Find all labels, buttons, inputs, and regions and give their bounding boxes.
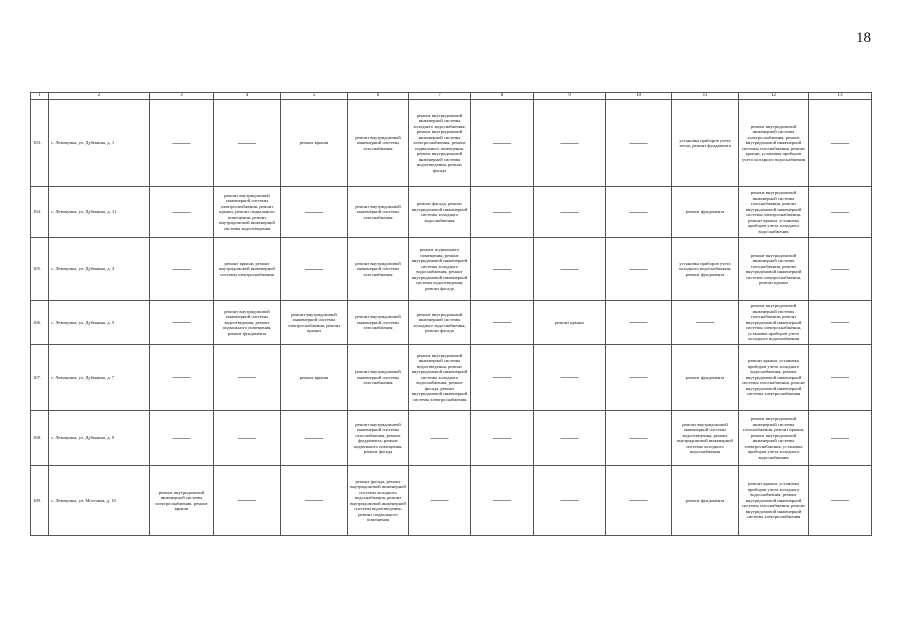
cell: ремонт крыши, установка приборов учета холодного водоснабжения, ремонт внутридомовой инженерной системы газоснабжения, ремонт внутридомовой инженерной системы электроснабжения — [739, 345, 809, 411]
cell: —— — [281, 466, 348, 536]
column-header: 13 — [809, 93, 872, 100]
cell: —— — [809, 411, 872, 466]
cell: —— — [471, 100, 534, 187]
table-row — [31, 100, 872, 187]
cell: —— — [214, 345, 281, 411]
cell: —— — [606, 238, 672, 301]
cell: ремонт крыши — [281, 345, 348, 411]
table-row — [31, 187, 872, 238]
cell: ремонт фасада, ремонт внутридомовой инженерной системы холодного водоснабжения, ремонт внутридомовой инженерной системы водоотведения, ремонт подвального помещения — [348, 466, 409, 536]
cell: —— — [150, 100, 214, 187]
cell: ремонт внутридомовой инженерной системы холодного водоснабжения, ремонт фасада — [409, 301, 471, 345]
cell: —— — [214, 100, 281, 187]
cell: —— — [809, 301, 872, 345]
cell: ремонт внутридомовой инженерной системы газоснабжения — [348, 238, 409, 301]
cell: —— — [606, 100, 672, 187]
cell: —— — [606, 345, 672, 411]
column-header: 12 — [739, 93, 809, 100]
cell: ремонт крыши — [281, 100, 348, 187]
cell: —— — [534, 187, 606, 238]
cell: —— — [214, 411, 281, 466]
cell: —— — [534, 100, 606, 187]
row-number: 108. — [31, 411, 49, 466]
table-row — [31, 345, 872, 411]
cell: —— — [534, 466, 606, 536]
address-cell: с. Левокумка, ул. Мостовая, д. 10 — [49, 466, 150, 536]
cell: —— — [214, 466, 281, 536]
cell: —— — [809, 100, 872, 187]
cell: ремонт внутридомовой инженерной системы водоотведения, ремонт внутридомовой инженерной системы холодного водоснабжения, ремонт фасада, ремонт внутридомовой инженерной системы электроснабжения — [409, 345, 471, 411]
cell: ремонт фундамента — [672, 466, 739, 536]
column-header: 9 — [534, 93, 606, 100]
column-header: 4 — [214, 93, 281, 100]
cell: —— — [606, 411, 672, 466]
cell: ремонт внутридомовой инженерной системы газоснабжения — [348, 345, 409, 411]
cell: ремонт внутридомовой инженерной системы электроснабжения, ремонт крыши, ремонт подвального помещения, ремонт внутридомовой инженерной системы водоотведения — [214, 187, 281, 238]
column-header: 6 — [348, 93, 409, 100]
cell: —— — [150, 301, 214, 345]
address-cell: с. Левокумка, ул. Дубинина, д. 11 — [49, 187, 150, 238]
cell: —— — [672, 301, 739, 345]
column-header: 3 — [150, 93, 214, 100]
row-number: 109. — [31, 466, 49, 536]
row-number: 107. — [31, 345, 49, 411]
column-header: 11 — [672, 93, 739, 100]
cell: —— — [606, 301, 672, 345]
cell: —— — [534, 411, 606, 466]
cell: —— — [471, 301, 534, 345]
cell: —— — [809, 187, 872, 238]
table-row — [31, 301, 872, 345]
table-row — [31, 466, 872, 536]
cell: ремонт внутридомовой инженерной системы газоснабжения, ремонт внутридомовой инженерной системы электроснабжения, установка приборов учета холодного водоснабжения — [739, 301, 809, 345]
column-header: 1 — [31, 93, 49, 100]
address-cell: с. Левокумка, ул. Дубинина, д. 7 — [49, 345, 150, 411]
cell: ремонт внутридомовой инженерной системы водоотведения, ремонт подвального помещения, ремонт фундамента — [214, 301, 281, 345]
address-cell: с. Левокумка, ул. Дубинина, д. 1 — [49, 100, 150, 187]
cell: —— — [471, 187, 534, 238]
cell: —— — [150, 187, 214, 238]
cell: ремонт фундамента — [672, 345, 739, 411]
cell: ремонт внутридомовой инженерной системы электроснабжения, ремонт крыши — [150, 466, 214, 536]
cell: —— — [471, 345, 534, 411]
cell: —— — [409, 466, 471, 536]
cell: —— — [150, 411, 214, 466]
cell: —— — [281, 411, 348, 466]
cell: ремонт подвального помещения, ремонт внутридомовой инженерной системы холодного водоснабжения, ремонт внутридомовой инженерной системы водоотведения, ремонт фасада — [409, 238, 471, 301]
cell: —— — [809, 238, 872, 301]
row-number: 106. — [31, 301, 49, 345]
page-number: 18 — [856, 30, 871, 46]
table-row — [31, 411, 872, 466]
cell: ремонт внутридомовой инженерной системы газоснабжения — [348, 187, 409, 238]
column-header: 5 — [281, 93, 348, 100]
cell: —— — [809, 345, 872, 411]
cell: —— — [534, 238, 606, 301]
cell: —— — [409, 411, 471, 466]
cell: —— — [150, 238, 214, 301]
address-cell: с. Левокумка, ул. Дубинина, д. 9 — [49, 411, 150, 466]
cell: ремонт внутридомовой инженерной системы электроснабжения, ремонт крыши — [281, 301, 348, 345]
cell: ремонт крыши — [534, 301, 606, 345]
address-cell: с. Левокумка, ул. Дубинина, д. 5 — [49, 301, 150, 345]
cell: ремонт внутридомовой инженерной системы холодного водоснабжения, ремонт внутридомовой инженерной системы электроснабжения, ремонт подвального помещения, ремонт внутридомовой инженерной системы водоотведения, ремонт фасада — [409, 100, 471, 187]
cell: ремонт фундамента — [672, 187, 739, 238]
cell: ремонт внутридомовой инженерной системы газоснабжения, ремонт крыши, ремонт внутридомовой инженерной системы электроснабжения, установка приборов учета холодного водоснабжения — [739, 411, 809, 466]
repair-schedule-table — [30, 92, 872, 536]
cell: ремонт внутридомовой инженерной системы электроснабжения, ремонт внутридомовой инженерной системы газоснабжения, ремонт крыши, установка приборов учета холодного водоснабжения — [739, 100, 809, 187]
cell: —— — [281, 187, 348, 238]
cell: ремонт внутридомовой инженерной системы водоотведения, ремонт внутридомовой инженерной системы холодного водоснабжения — [672, 411, 739, 466]
cell: ремонт внутридомовой инженерной системы газоснабжения — [348, 100, 409, 187]
cell: —— — [281, 238, 348, 301]
cell: ремонт внутридомовой инженерной системы газоснабжения, ремонт внутридомовой инженерной системы электроснабжения, ремонт крыши — [739, 238, 809, 301]
cell: установка приборов учета холодного водоснабжения, ремонт фундамента — [672, 238, 739, 301]
cell: —— — [606, 187, 672, 238]
cell: —— — [471, 238, 534, 301]
cell: —— — [606, 466, 672, 536]
cell: —— — [809, 466, 872, 536]
cell: —— — [534, 345, 606, 411]
cell: ремонт внутридомовой инженерной системы газоснабжения — [348, 301, 409, 345]
cell: ремонт фасада, ремонт внутридомовой инженерной системы холодного водоснабжения — [409, 187, 471, 238]
cell: ремонт внутридомовой инженерной системы газоснабжения, ремонт фундамента, ремонт подвального помещения, ремонт фасада — [348, 411, 409, 466]
cell: ремонт крыши, ремонт внутридомовой инженерной системы электроснабжения — [214, 238, 281, 301]
cell: ремонт внутридомовой инженерной системы газоснабжения, ремонт внутридомовой инженерной системы электроснабжения, ремонт крыши, установка приборов учета холодного водоснабжения — [739, 187, 809, 238]
table-row — [31, 238, 872, 301]
cell: —— — [150, 345, 214, 411]
column-number-row — [31, 93, 872, 100]
column-header: 7 — [409, 93, 471, 100]
row-number: 105. — [31, 238, 49, 301]
row-number: 103. — [31, 100, 49, 187]
cell: —— — [471, 466, 534, 536]
column-header: 10 — [606, 93, 672, 100]
cell: —— — [471, 411, 534, 466]
cell: установка приборов учета тепла, ремонт фундамента — [672, 100, 739, 187]
column-header: 2 — [49, 93, 150, 100]
row-number: 104. — [31, 187, 49, 238]
cell: ремонт крыши, установка приборов учета холодного водоснабжения, ремонт внутридомовой инженерной системы газоснабжения, ремонт внутридомовой инженерной системы электроснабжения — [739, 466, 809, 536]
address-cell: с. Левокумка, ул. Дубинина, д. 3 — [49, 238, 150, 301]
column-header: 8 — [471, 93, 534, 100]
